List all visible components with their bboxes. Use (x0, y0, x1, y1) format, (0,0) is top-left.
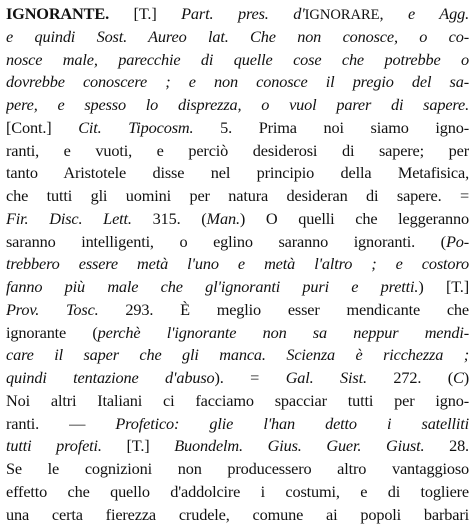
text-segment: che tutti gli uomini per natura desideran di sapere. = (6, 186, 469, 205)
italic-text: e quindi Sost. Aureo lat. Che non conosce, o co- (6, 27, 469, 46)
text-segment: 293. È meglio esser mendicante che (99, 300, 469, 319)
italic-text: C (453, 368, 464, 387)
italic-text: Buondelm. Gius. Guer. Giust. (174, 436, 424, 455)
entry-line (6, 413, 469, 436)
text-segment: ranti, e vuoti, e perciò desiderosi di sapere; per (6, 141, 469, 160)
italic-text: Fir. Disc. Lett. (6, 209, 132, 228)
entry-line (6, 94, 469, 117)
text-segment: ranti. — (6, 414, 115, 433)
text-segment: effetto che quello d'addolcire i costumi, e di togliere (6, 482, 469, 501)
text-segment: tanto Aristotele disse nel principio della Metafisica, (6, 163, 469, 182)
entry-line (6, 208, 469, 231)
italic-text: , e Agg. (380, 4, 470, 23)
italic-text: Profetico: glie l'han detto i satelliti (115, 414, 469, 433)
text-segment: saranno intelligenti, o eglino saranno ignoranti. ( (6, 232, 446, 251)
text-segment: una certa fierezza crudele, comune ai popoli barbari (6, 505, 469, 524)
entry-line (6, 367, 469, 390)
entry-line (6, 185, 469, 208)
text-segment: 28. (424, 436, 469, 455)
entry-line (6, 435, 469, 458)
italic-text: Cit. Tipocosm. (78, 118, 193, 137)
italic-text: nosce male, parecchie di quelle cose che potrebbe o (6, 50, 469, 69)
entry-line (6, 71, 469, 94)
text-segment: Noi altri Italiani ci facciamo spacciar tutti per igno- (6, 391, 469, 410)
cross-reference: IGNORARE (305, 7, 380, 23)
italic-text: Gal. Sist. (286, 368, 367, 387)
entry-line (6, 49, 469, 72)
text-segment: Se le cognizioni non producessero altro vantaggioso (6, 459, 469, 478)
headword: IGNORANTE. (6, 4, 109, 23)
italic-text: perchè l'ignorante non sa neppur mendi- (98, 323, 469, 342)
text-segment: ) (464, 368, 469, 387)
entry-line (6, 390, 469, 413)
italic-text: Part. pres. d' (181, 4, 304, 23)
italic-text: trebbero essere metà l'uno e metà l'altro ; e costoro (6, 254, 469, 273)
entry-line (6, 140, 469, 163)
entry-line (6, 322, 469, 345)
italic-text: Prov. Tosc. (6, 300, 99, 319)
italic-text: quindi tentazione d'abuso (6, 368, 215, 387)
italic-text: pere, e spesso lo disprezza, o vuol parer di sapere. (6, 95, 469, 114)
text-segment: [T.] (102, 436, 174, 455)
entry-line (6, 253, 469, 276)
entry-line (6, 458, 469, 481)
text-segment: ) [T.] (418, 277, 469, 296)
text-segment: 272. ( (367, 368, 453, 387)
text-segment: ). = (215, 368, 286, 387)
entry-line (6, 3, 469, 26)
entry-line (6, 276, 469, 299)
dictionary-entry (6, 3, 469, 526)
entry-line (6, 117, 469, 140)
italic-text: Po- (446, 232, 469, 251)
entry-line (6, 344, 469, 367)
entry-line (6, 162, 469, 185)
text-segment: [Cont.] (6, 118, 78, 137)
text-segment: [T.] (109, 4, 181, 23)
italic-text: dovrebbe conoscere ; e non conosce il pregio del sa- (6, 72, 469, 91)
text-segment: 5. Prima noi siamo igno- (193, 118, 469, 137)
entry-line (6, 26, 469, 49)
text-segment: ignorante ( (6, 323, 98, 342)
entry-line (6, 504, 469, 526)
italic-text: fanno più male che gl'ignoranti puri e pretti. (6, 277, 418, 296)
entry-line (6, 231, 469, 254)
text-segment: ) O quelli che leggeranno (240, 209, 469, 228)
italic-text: tutti profeti. (6, 436, 102, 455)
entry-line (6, 299, 469, 322)
italic-text: Man. (207, 209, 240, 228)
text-segment: 315. ( (132, 209, 207, 228)
entry-line (6, 481, 469, 504)
italic-text: care il saper che gli manca. Scienza è ricchezza ; (6, 345, 469, 364)
